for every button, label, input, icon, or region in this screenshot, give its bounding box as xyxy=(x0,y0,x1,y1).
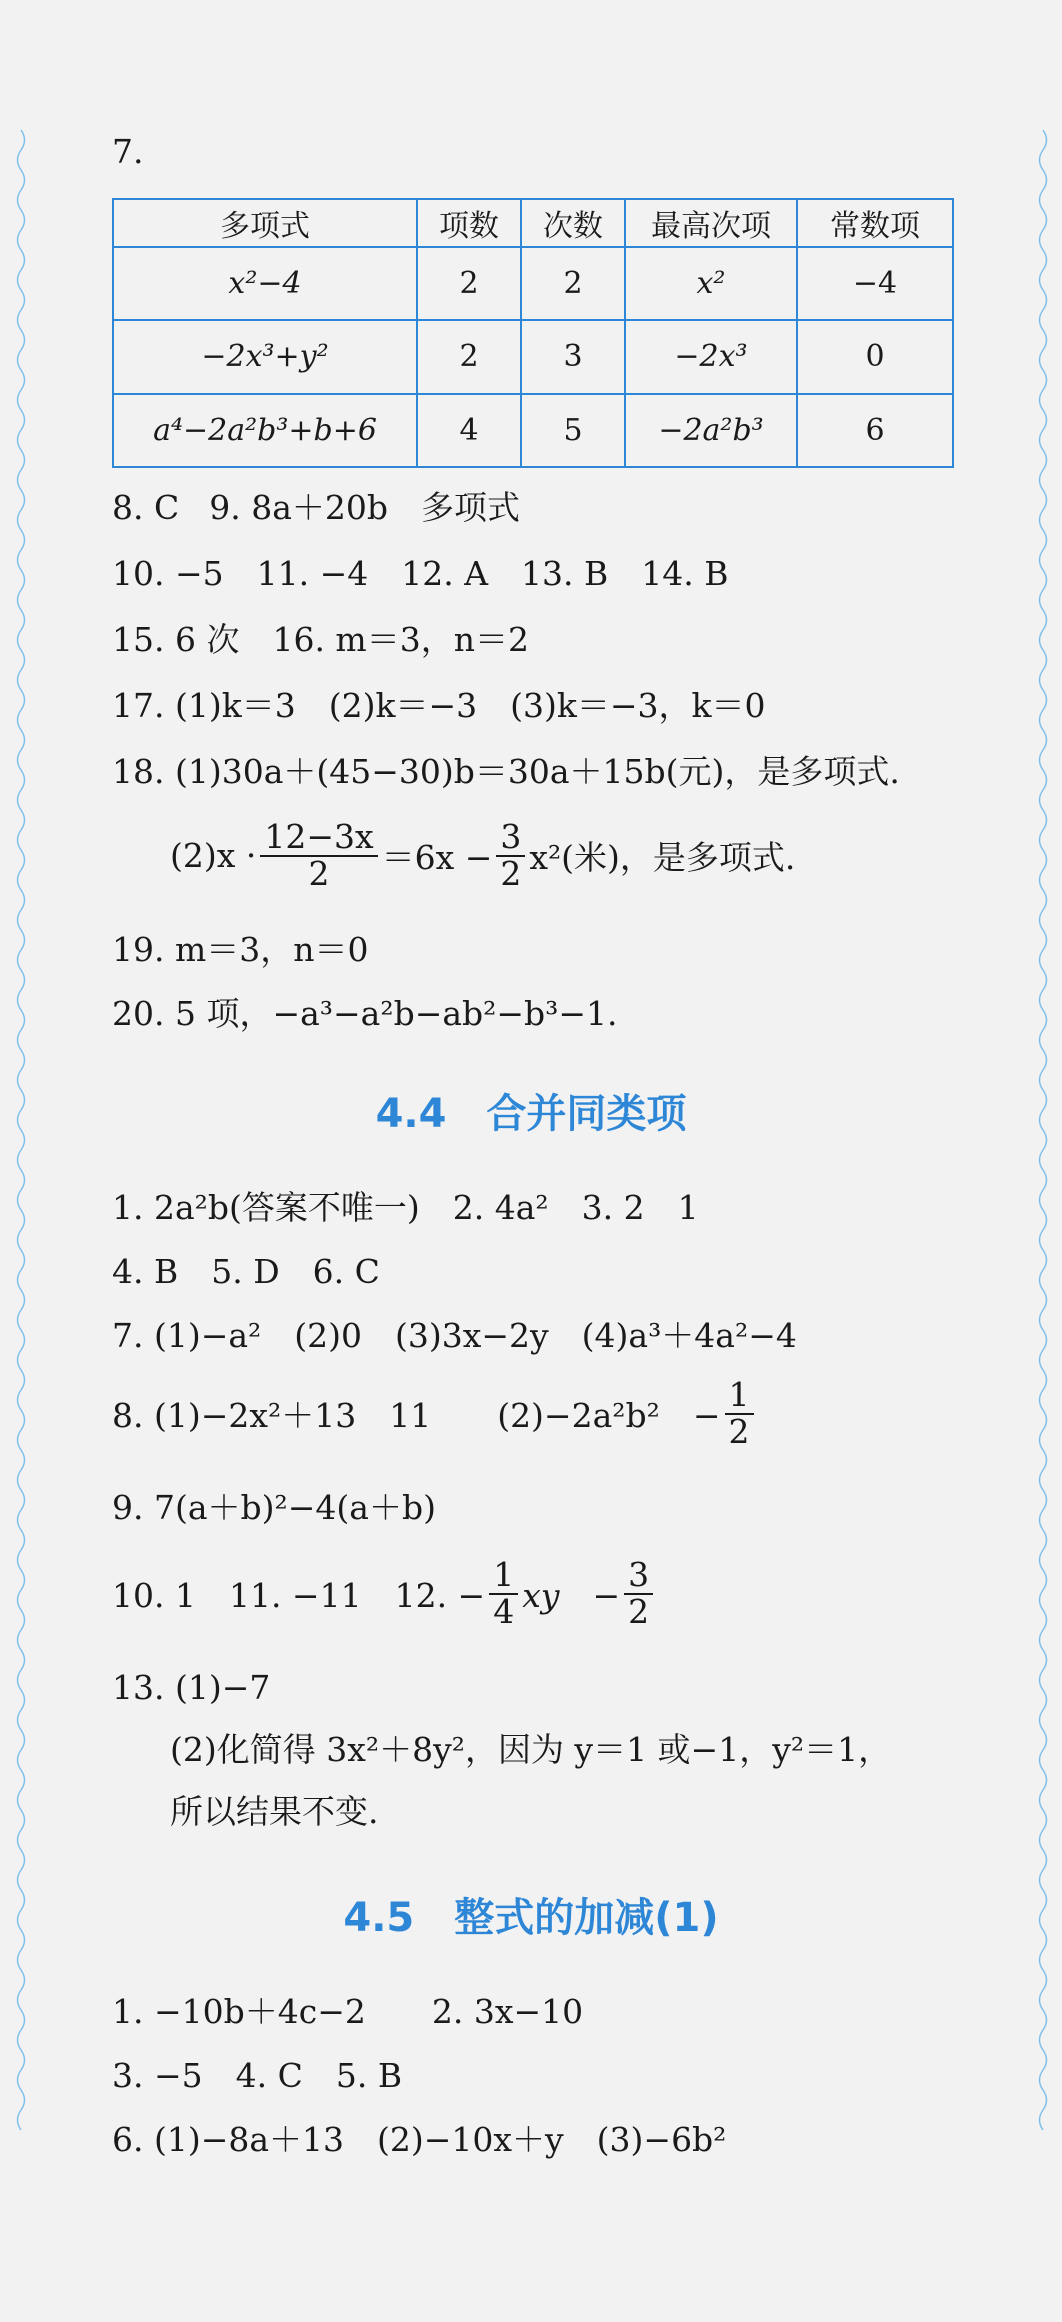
table-header-row xyxy=(113,199,953,247)
s44-8-prefix: 8. (1)−2x²＋13 11 (2)−2a²b² − xyxy=(112,1396,721,1436)
answer-9: 9. 8a＋20b 多项式 xyxy=(209,488,520,527)
table-cell: 5 xyxy=(521,394,625,467)
fraction-numerator: 1 xyxy=(489,1558,518,1595)
q7-number: 7. xyxy=(112,132,144,171)
answer-line-8-9 xyxy=(112,486,520,530)
section-title: 整式的加减(1) xyxy=(454,1895,719,1941)
fraction-numerator: 3 xyxy=(496,820,525,857)
answer-line-20: 20. 5 项，−a³−a²b−ab²−b³−1. xyxy=(112,994,618,1033)
fraction xyxy=(496,817,525,893)
section-number: 4.5 xyxy=(343,1895,415,1941)
polynomial-table xyxy=(112,198,954,468)
fraction-denominator: 2 xyxy=(628,1591,650,1631)
s44-10-middle: xy − xyxy=(522,1576,621,1616)
table-cell: 0 xyxy=(797,320,953,393)
table-cell: 2 xyxy=(417,320,521,393)
s44-line-13-2: (2)化简得 3x²＋8y²，因为 y＝1 或−1，y²＝1， xyxy=(170,1730,892,1769)
s44-line-8 xyxy=(112,1375,758,1451)
table-cell: −2x³+y² xyxy=(113,320,417,393)
section-heading-4-4 xyxy=(0,1082,1062,1139)
fraction-denominator: 2 xyxy=(308,853,330,893)
answer-line-15-16: 15. 6 次 16. m＝3，n＝2 xyxy=(112,620,529,659)
s44-line-7: 7. (1)−a² (2)0 (3)3x−2y (4)a³＋4a²−4 xyxy=(112,1316,797,1355)
table-cell: a⁴−2a²b³+b+6 xyxy=(113,394,417,467)
table-header: 次数 xyxy=(521,199,625,247)
s44-line-4: 4. B 5. D 6. C xyxy=(112,1252,380,1291)
table-cell: 2 xyxy=(417,247,521,320)
table-header: 项数 xyxy=(417,199,521,247)
table-header: 最高次项 xyxy=(625,199,797,247)
s45-line-6: 6. (1)−8a＋13 (2)−10x＋y (3)−6b² xyxy=(112,2120,727,2159)
answer-18-2-prefix: (2)x · xyxy=(170,836,257,876)
table-cell: 3 xyxy=(521,320,625,393)
s44-line-13-1: 13. (1)−7 xyxy=(112,1668,271,1707)
table-cell: −2x³ xyxy=(625,320,797,393)
table-header: 常数项 xyxy=(797,199,953,247)
s45-line-3: 3. −5 4. C 5. B xyxy=(112,2056,403,2095)
answer-line-19: 19. m＝3，n＝0 xyxy=(112,930,369,969)
fraction xyxy=(489,1555,518,1631)
answer-8: 8. C xyxy=(112,488,180,527)
table-cell: 2 xyxy=(521,247,625,320)
table-cell: 4 xyxy=(417,394,521,467)
section-heading-4-5 xyxy=(0,1886,1062,1943)
section-number: 4.4 xyxy=(375,1091,447,1137)
fraction-numerator: 1 xyxy=(725,1378,754,1415)
s44-10-prefix: 10. 1 11. −11 12. − xyxy=(112,1576,486,1616)
fraction-denominator: 4 xyxy=(493,1591,515,1631)
table-cell: x² xyxy=(625,247,797,320)
fraction-denominator: 2 xyxy=(500,853,522,893)
answer-line-17: 17. (1)k＝3 (2)k＝−3 (3)k＝−3，k＝0 xyxy=(112,686,766,725)
table-row xyxy=(113,320,953,393)
section-title: 合并同类项 xyxy=(486,1091,687,1137)
answer-18-2-middle: ＝6x − xyxy=(381,838,493,878)
table-cell: 6 xyxy=(797,394,953,467)
answer-18-2-suffix: x²(米)，是多项式. xyxy=(529,838,796,878)
s45-line-1: 1. −10b＋4c−2 2. 3x−10 xyxy=(112,1992,584,2031)
s44-line-9: 9. 7(a＋b)²−4(a＋b) xyxy=(112,1488,436,1527)
answer-line-10-14: 10. −5 11. −4 12. A 13. B 14. B xyxy=(112,554,729,593)
table-cell: −4 xyxy=(797,247,953,320)
fraction-denominator: 2 xyxy=(728,1411,750,1451)
table-row xyxy=(113,247,953,320)
table-cell: −2a²b³ xyxy=(625,394,797,467)
table-row xyxy=(113,394,953,467)
table-cell: x²−4 xyxy=(113,247,417,320)
fraction xyxy=(725,1375,754,1451)
answer-line-18-1: 18. (1)30a＋(45−30)b＝30a＋15b(元)，是多项式. xyxy=(112,752,900,791)
fraction-numerator: 3 xyxy=(624,1558,653,1595)
fraction xyxy=(624,1555,653,1631)
fraction xyxy=(260,817,377,893)
s44-line-10 xyxy=(112,1555,657,1631)
table-header: 多项式 xyxy=(113,199,417,247)
s44-line-1: 1. 2a²b(答案不唯一) 2. 4a² 3. 2 1 xyxy=(112,1188,699,1227)
s44-line-13-3: 所以结果不变. xyxy=(170,1792,379,1831)
fraction-numerator: 12−3x xyxy=(260,820,377,857)
answer-line-18-2 xyxy=(170,817,796,893)
